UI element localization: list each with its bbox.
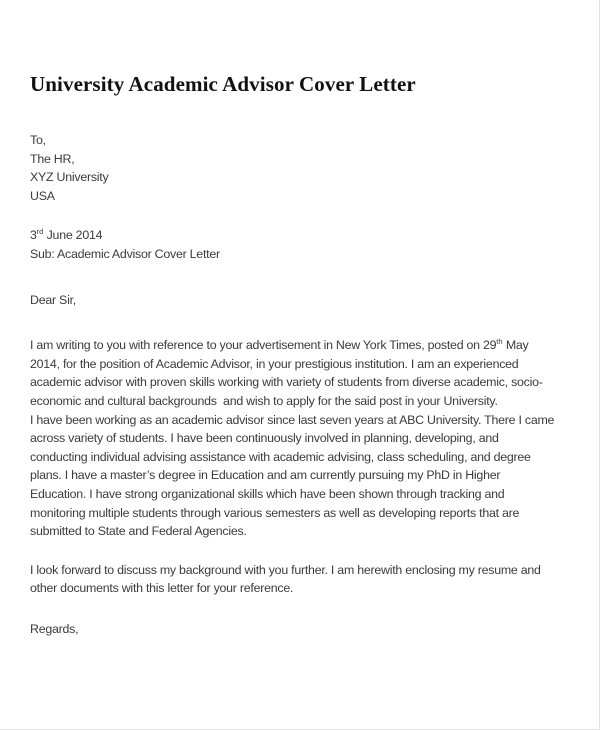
subject-line: Sub: Academic Advisor Cover Letter xyxy=(30,246,220,261)
body-line: 2014, for the position of Academic Advisor, in your prestigious institution. I am an experienced xyxy=(30,356,519,371)
body-line xyxy=(30,336,578,355)
date-day-number: 3 xyxy=(30,228,37,243)
addressee-block xyxy=(30,95,578,205)
body-paragraph-2 xyxy=(30,541,578,598)
signoff xyxy=(30,598,578,639)
addressee-line: The HR, xyxy=(30,151,75,166)
addressee-line: To, xyxy=(30,133,46,147)
addressee-line: XYZ University xyxy=(30,170,109,185)
body-line: submitted to State and Federal Agencies. xyxy=(30,524,247,539)
date-line xyxy=(30,226,578,245)
body-line: across variety of students. I have been continuously involved in planning, developing, and xyxy=(30,431,499,446)
date-subject-block xyxy=(30,205,578,263)
body-line-part: I am writing to you with reference to your advertisement in New York Times, posted on 29 xyxy=(30,338,497,353)
body-line: plans. I have a master’s degree in Education and am currently pursuing my PhD in Higher xyxy=(30,468,501,483)
body-line: conducting individual advising assistance with academic advising, class scheduling, and degree xyxy=(30,449,531,464)
signoff-text: Regards, xyxy=(30,621,79,636)
body-line: I have been working as an academic advisor since last seven years at ABC University. There I came xyxy=(30,412,555,427)
body-line: academic advisor with proven skills working with variety of students from diverse academic, socio- xyxy=(30,375,543,390)
date-rest: June 2014 xyxy=(43,228,103,243)
body-line: other documents with this letter for your reference. xyxy=(30,581,294,596)
body-line: economic and cultural backgrounds and wish to apply for the said post in your University. xyxy=(30,393,498,408)
salutation xyxy=(30,264,578,310)
letter-body xyxy=(30,0,578,638)
page-title: University Academic Advisor Cover Letter xyxy=(30,72,416,96)
body-line: I look forward to discuss my background with you further. I am herewith enclosing my resume and xyxy=(30,562,541,577)
date-day-suffix: rd xyxy=(36,227,44,237)
salutation-text: Dear Sir, xyxy=(30,292,76,307)
ordinal-suffix: th xyxy=(496,337,503,347)
body-line-part: May xyxy=(502,338,529,353)
body-line: Education. I have strong organizational skills which have been shown through tracking and xyxy=(30,486,505,501)
addressee-line: USA xyxy=(30,188,55,203)
body-line: monitoring multiple students through various semesters as well as developing reports that are xyxy=(30,505,520,520)
body-paragraph-1 xyxy=(30,309,578,541)
